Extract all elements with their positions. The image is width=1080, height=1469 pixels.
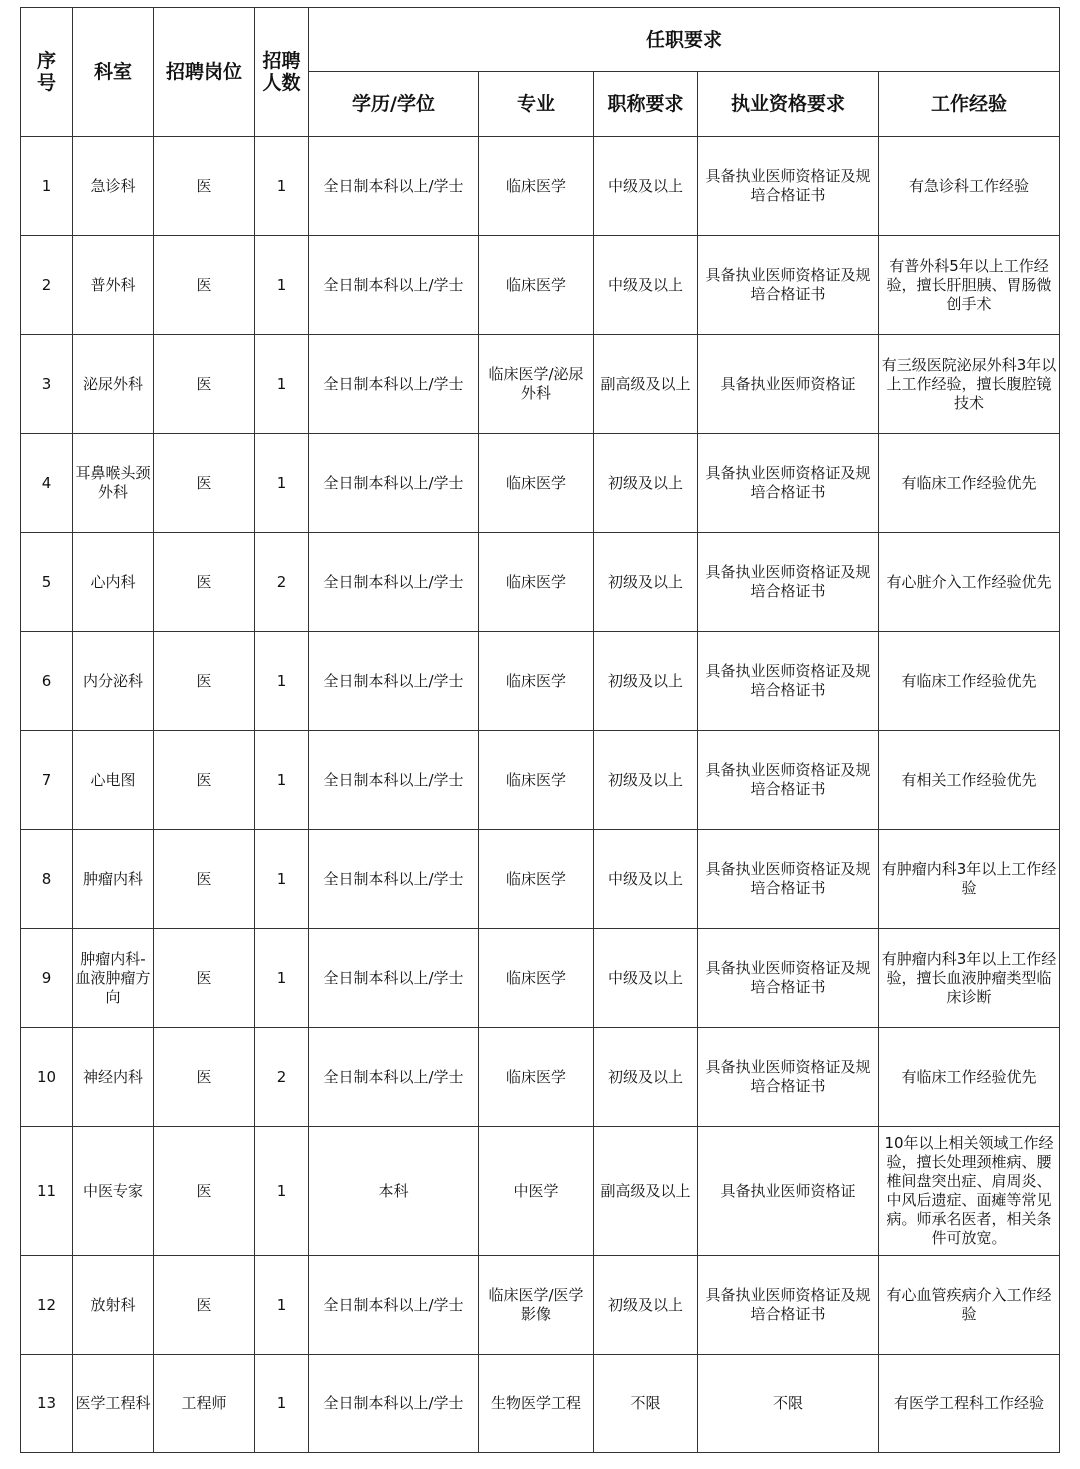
cell-post: 医 [154,533,255,632]
cell-seq: 6 [21,632,73,731]
cell-exp: 有肿瘤内科3年以上工作经验，擅长血液肿瘤类型临床诊断 [879,929,1060,1028]
cell-post: 医 [154,236,255,335]
header-major: 专业 [479,72,594,137]
cell-dept: 普外科 [73,236,154,335]
cell-exp: 有肿瘤内科3年以上工作经验 [879,830,1060,929]
table-body [21,137,1060,1453]
table-row [21,236,1060,335]
cell-count: 1 [255,335,309,434]
cell-count: 1 [255,1256,309,1355]
cell-exp: 10年以上相关领域工作经验，擅长处理颈椎病、腰椎间盘突出症、肩周炎、中风后遗症、面瘫等常见病。师承名医者，相关条件可放宽。 [879,1127,1060,1256]
cell-major: 临床医学 [479,434,594,533]
cell-dept: 心电图 [73,731,154,830]
cell-major: 临床医学 [479,929,594,1028]
header-qual: 执业资格要求 [698,72,879,137]
cell-edu: 全日制本科以上/学士 [309,929,479,1028]
cell-title: 初级及以上 [594,434,698,533]
cell-title: 初级及以上 [594,533,698,632]
table-row [21,434,1060,533]
cell-dept: 放射科 [73,1256,154,1355]
cell-title: 初级及以上 [594,1256,698,1355]
cell-count: 1 [255,434,309,533]
table-row [21,830,1060,929]
cell-post: 医 [154,1127,255,1256]
cell-edu: 全日制本科以上/学士 [309,830,479,929]
cell-edu: 全日制本科以上/学士 [309,1256,479,1355]
table-row [21,1028,1060,1127]
cell-seq: 5 [21,533,73,632]
cell-qual: 具备执业医师资格证及规培合格证书 [698,533,879,632]
cell-title: 副高级及以上 [594,335,698,434]
cell-exp: 有临床工作经验优先 [879,434,1060,533]
cell-qual: 具备执业医师资格证及规培合格证书 [698,137,879,236]
header-edu: 学历/学位 [309,72,479,137]
cell-seq: 1 [21,137,73,236]
cell-seq: 3 [21,335,73,434]
table-row [21,335,1060,434]
table-row [21,1355,1060,1453]
cell-qual: 具备执业医师资格证 [698,1127,879,1256]
cell-title: 中级及以上 [594,236,698,335]
cell-post: 医 [154,137,255,236]
cell-post: 医 [154,830,255,929]
cell-seq: 2 [21,236,73,335]
cell-edu: 全日制本科以上/学士 [309,335,479,434]
cell-seq: 13 [21,1355,73,1453]
cell-edu: 全日制本科以上/学士 [309,1355,479,1453]
cell-title: 初级及以上 [594,731,698,830]
header-exp: 工作经验 [879,72,1060,137]
cell-exp: 有临床工作经验优先 [879,1028,1060,1127]
cell-major: 临床医学 [479,830,594,929]
cell-major: 临床医学/泌尿外科 [479,335,594,434]
cell-exp: 有临床工作经验优先 [879,632,1060,731]
cell-count: 1 [255,1127,309,1256]
cell-seq: 4 [21,434,73,533]
table-row [21,533,1060,632]
cell-dept: 内分泌科 [73,632,154,731]
cell-qual: 具备执业医师资格证及规培合格证书 [698,929,879,1028]
cell-count: 1 [255,632,309,731]
cell-qual: 具备执业医师资格证及规培合格证书 [698,434,879,533]
table-row [21,632,1060,731]
cell-seq: 8 [21,830,73,929]
cell-count: 1 [255,830,309,929]
cell-exp: 有三级医院泌尿外科3年以上工作经验，擅长腹腔镜技术 [879,335,1060,434]
cell-major: 临床医学 [479,137,594,236]
cell-edu: 全日制本科以上/学士 [309,1028,479,1127]
cell-qual: 具备执业医师资格证及规培合格证书 [698,236,879,335]
cell-major: 临床医学/医学影像 [479,1256,594,1355]
cell-edu: 全日制本科以上/学士 [309,533,479,632]
header-requirements: 任职要求 [309,8,1060,72]
header-row-top [21,8,1060,72]
cell-edu: 全日制本科以上/学士 [309,632,479,731]
cell-seq: 11 [21,1127,73,1256]
cell-post: 医 [154,1256,255,1355]
cell-title: 中级及以上 [594,137,698,236]
cell-qual: 不限 [698,1355,879,1453]
cell-edu: 全日制本科以上/学士 [309,731,479,830]
cell-seq: 10 [21,1028,73,1127]
cell-count: 1 [255,731,309,830]
cell-post: 医 [154,1028,255,1127]
cell-exp: 有急诊科工作经验 [879,137,1060,236]
recruitment-table [20,7,1060,1453]
cell-exp: 有医学工程科工作经验 [879,1355,1060,1453]
cell-exp: 有心血管疾病介入工作经验 [879,1256,1060,1355]
cell-qual: 具备执业医师资格证及规培合格证书 [698,632,879,731]
cell-count: 1 [255,929,309,1028]
cell-seq: 7 [21,731,73,830]
cell-edu: 全日制本科以上/学士 [309,137,479,236]
cell-seq: 9 [21,929,73,1028]
cell-post: 医 [154,335,255,434]
table-row [21,1256,1060,1355]
table-row [21,929,1060,1028]
cell-dept: 肿瘤内科 [73,830,154,929]
cell-dept: 中医专家 [73,1127,154,1256]
cell-title: 副高级及以上 [594,1127,698,1256]
cell-count: 1 [255,236,309,335]
cell-seq: 12 [21,1256,73,1355]
cell-major: 临床医学 [479,236,594,335]
cell-dept: 医学工程科 [73,1355,154,1453]
cell-qual: 具备执业医师资格证及规培合格证书 [698,830,879,929]
cell-count: 1 [255,1355,309,1453]
cell-post: 工程师 [154,1355,255,1453]
cell-qual: 具备执业医师资格证及规培合格证书 [698,731,879,830]
cell-dept: 心内科 [73,533,154,632]
cell-major: 临床医学 [479,632,594,731]
cell-major: 临床医学 [479,731,594,830]
cell-qual: 具备执业医师资格证 [698,335,879,434]
cell-count: 2 [255,533,309,632]
header-dept: 科室 [73,8,154,137]
cell-title: 不限 [594,1355,698,1453]
table-row [21,731,1060,830]
cell-post: 医 [154,929,255,1028]
cell-exp: 有心脏介入工作经验优先 [879,533,1060,632]
cell-count: 2 [255,1028,309,1127]
cell-post: 医 [154,434,255,533]
header-title: 职称要求 [594,72,698,137]
cell-edu: 本科 [309,1127,479,1256]
cell-major: 临床医学 [479,533,594,632]
cell-title: 初级及以上 [594,1028,698,1127]
cell-edu: 全日制本科以上/学士 [309,236,479,335]
cell-post: 医 [154,731,255,830]
cell-dept: 耳鼻喉头颈外科 [73,434,154,533]
cell-dept: 泌尿外科 [73,335,154,434]
cell-title: 初级及以上 [594,632,698,731]
cell-major: 生物医学工程 [479,1355,594,1453]
cell-major: 中医学 [479,1127,594,1256]
header-seq: 序号 [21,8,73,137]
cell-exp: 有相关工作经验优先 [879,731,1060,830]
header-count: 招聘人数 [255,8,309,137]
cell-qual: 具备执业医师资格证及规培合格证书 [698,1256,879,1355]
cell-title: 中级及以上 [594,830,698,929]
cell-qual: 具备执业医师资格证及规培合格证书 [698,1028,879,1127]
cell-edu: 全日制本科以上/学士 [309,434,479,533]
header-post: 招聘岗位 [154,8,255,137]
cell-title: 中级及以上 [594,929,698,1028]
cell-count: 1 [255,137,309,236]
cell-dept: 神经内科 [73,1028,154,1127]
cell-exp: 有普外科5年以上工作经验，擅长肝胆胰、胃肠微创手术 [879,236,1060,335]
table-row [21,1127,1060,1256]
cell-dept: 肿瘤内科-血液肿瘤方向 [73,929,154,1028]
table-row [21,137,1060,236]
cell-major: 临床医学 [479,1028,594,1127]
cell-dept: 急诊科 [73,137,154,236]
cell-post: 医 [154,632,255,731]
